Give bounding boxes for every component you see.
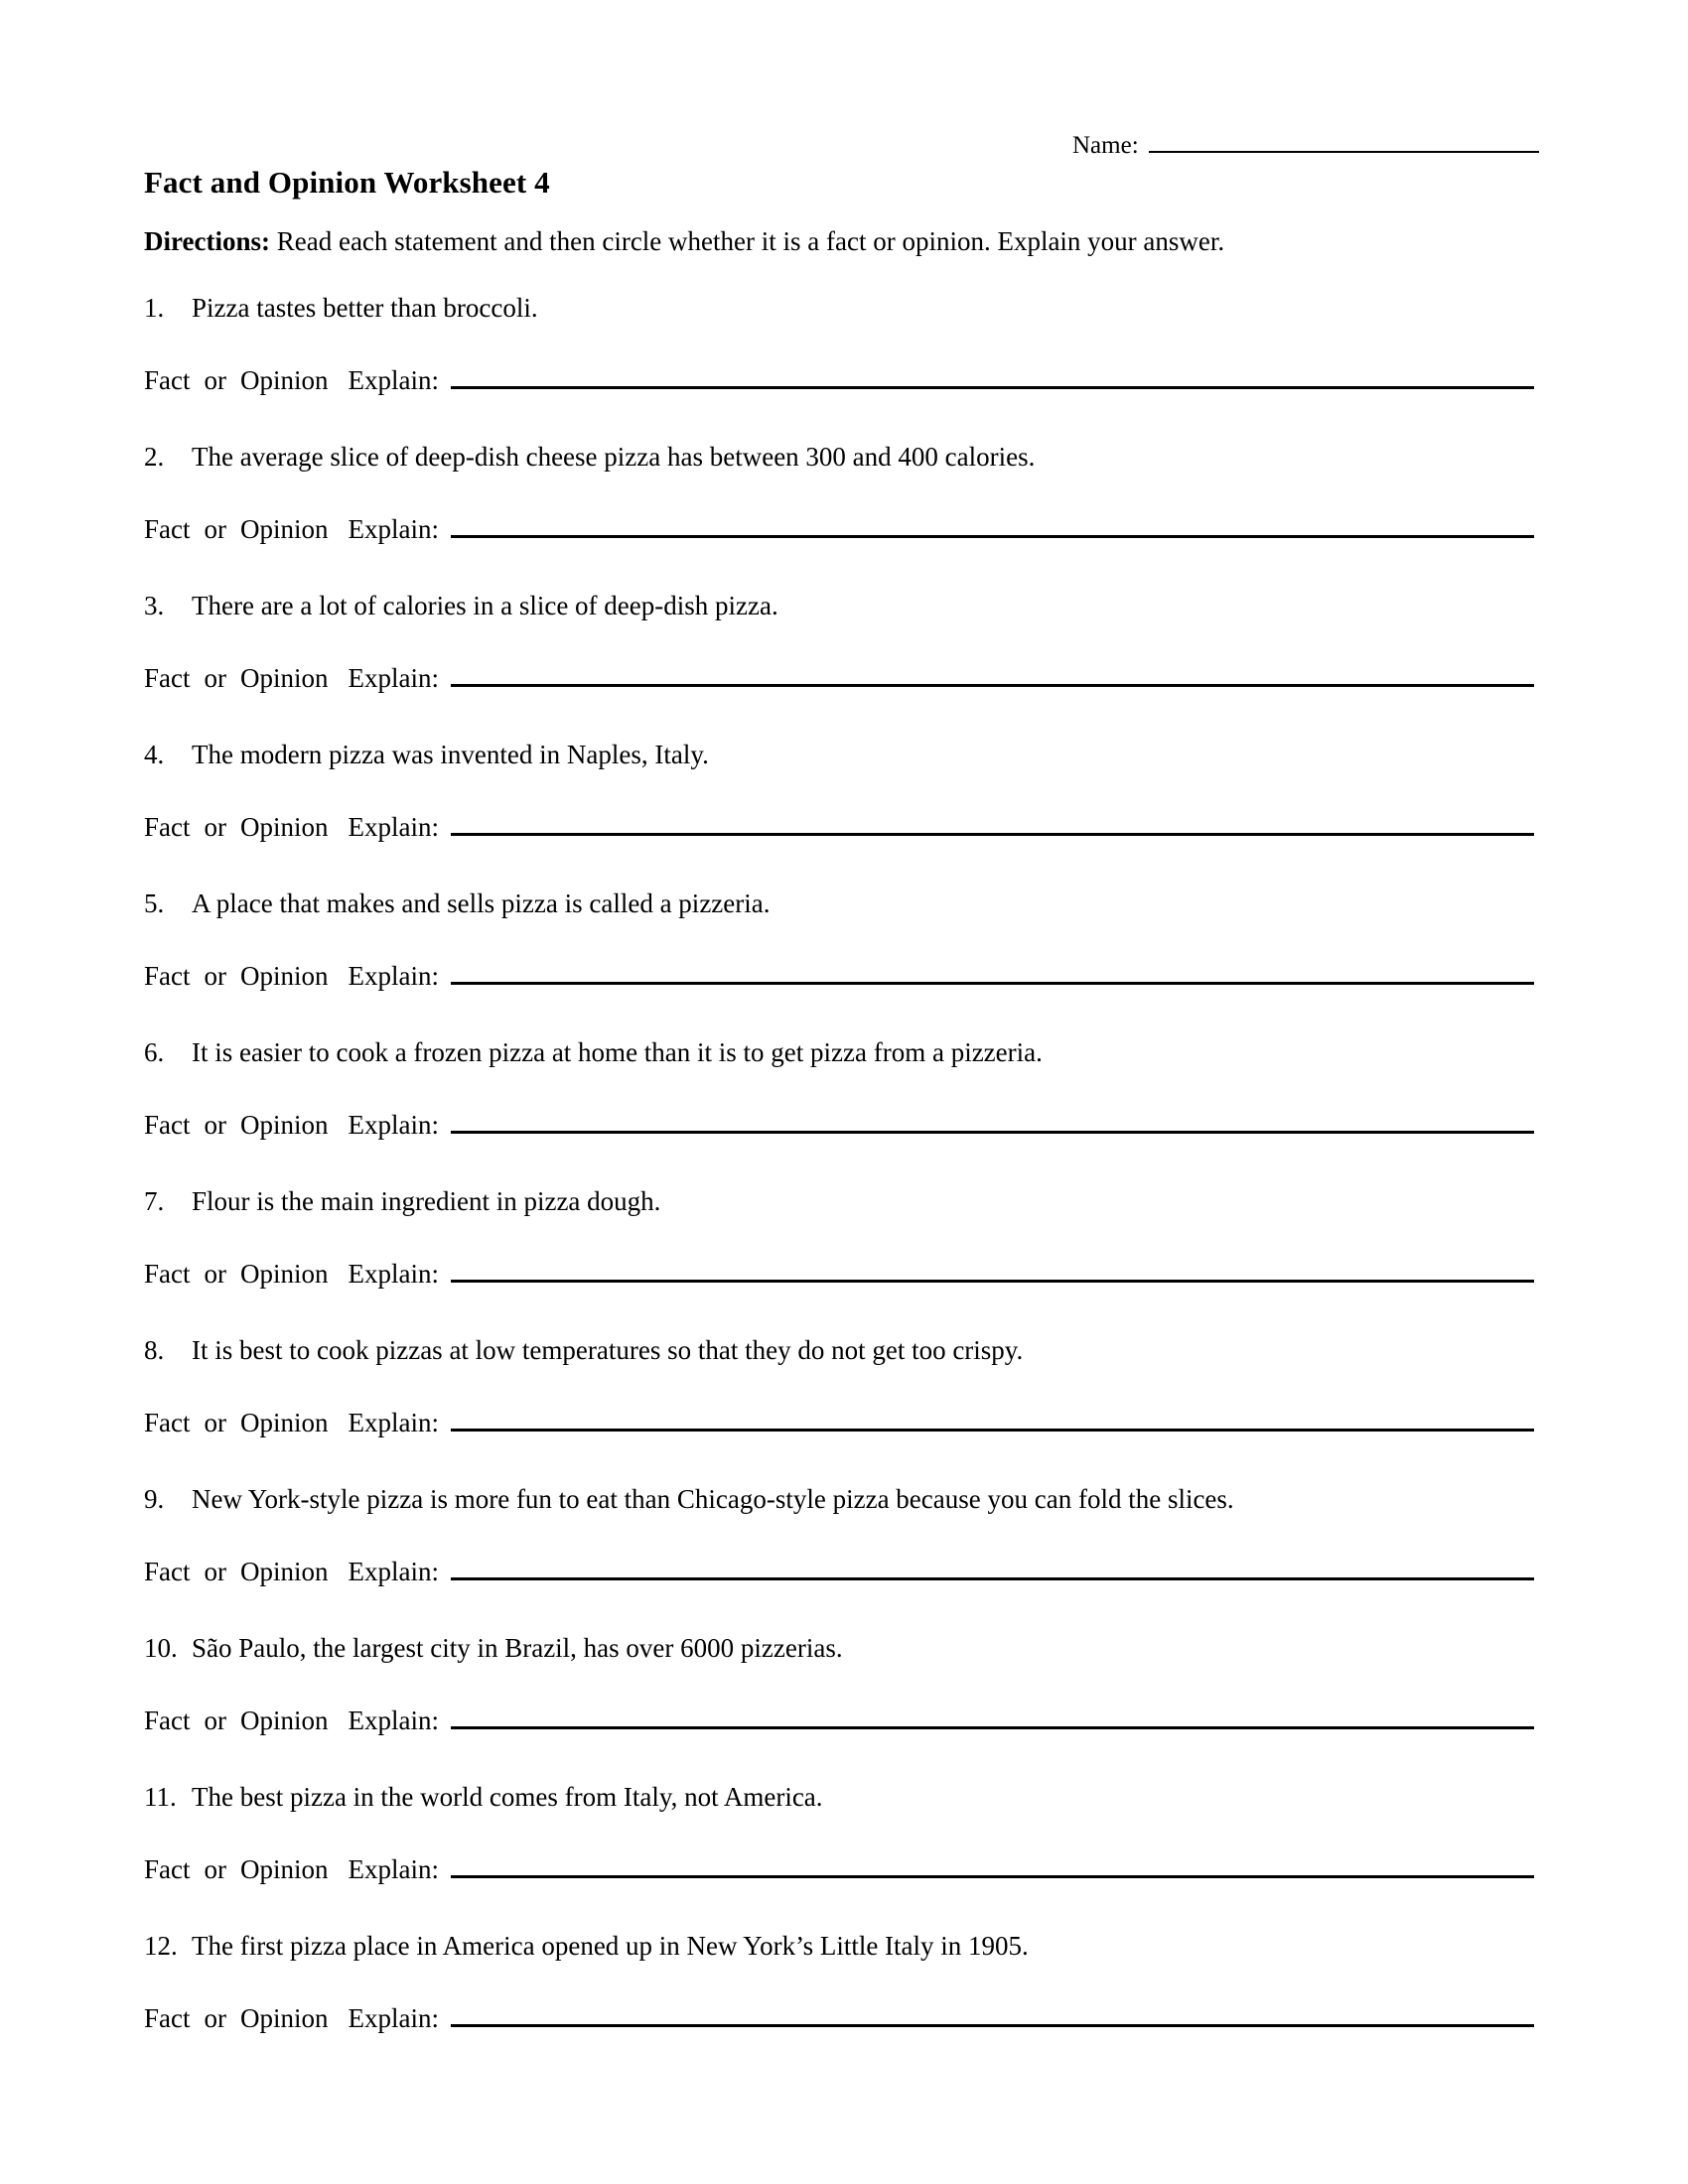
question-number: 8. xyxy=(144,1335,165,1365)
question-text: The first pizza place in America opened up in New York’s Little Italy in 1905. xyxy=(192,1931,1029,1961)
answer-row xyxy=(144,1854,1534,1885)
name-blank-line[interactable] xyxy=(1149,131,1539,153)
fact-option[interactable]: Fact xyxy=(144,1259,191,1289)
question-item xyxy=(144,888,1534,1037)
directions xyxy=(144,226,1224,257)
question-item xyxy=(144,293,1534,442)
or-separator: or xyxy=(204,514,226,544)
question-number: 3. xyxy=(144,591,165,620)
question-statement xyxy=(144,1037,1043,1068)
explain-label: Explain: xyxy=(348,514,439,544)
question-statement xyxy=(144,1782,823,1813)
or-separator: or xyxy=(204,663,226,693)
opinion-option[interactable]: Opinion xyxy=(240,365,329,395)
answer-row xyxy=(144,1110,1534,1141)
or-separator: or xyxy=(204,1706,226,1735)
question-number: 2. xyxy=(144,442,165,472)
explain-label: Explain: xyxy=(348,1259,439,1289)
explain-blank-line[interactable] xyxy=(451,1559,1534,1580)
question-number: 10. xyxy=(144,1633,178,1663)
page-title: Fact and Opinion Worksheet 4 xyxy=(144,165,550,200)
question-number: 4. xyxy=(144,740,165,769)
or-separator: or xyxy=(204,1557,226,1586)
fact-option[interactable]: Fact xyxy=(144,1408,191,1437)
opinion-option[interactable]: Opinion xyxy=(240,663,329,693)
question-text: Pizza tastes better than broccoli. xyxy=(192,293,538,323)
question-number: 9. xyxy=(144,1484,165,1514)
question-text: Flour is the main ingredient in pizza dough. xyxy=(192,1186,661,1216)
question-statement xyxy=(144,1335,1023,1366)
or-separator: or xyxy=(204,2003,226,2033)
question-statement xyxy=(144,888,771,919)
explain-blank-line[interactable] xyxy=(451,814,1534,836)
answer-row xyxy=(144,663,1534,694)
question-text: There are a lot of calories in a slice of deep-dish pizza. xyxy=(192,591,778,620)
question-item xyxy=(144,1633,1534,1782)
question-text: New York-style pizza is more fun to eat than Chicago-style pizza because you can fold the slices. xyxy=(192,1484,1234,1514)
explain-blank-line[interactable] xyxy=(451,963,1534,985)
answer-row xyxy=(144,961,1534,992)
opinion-option[interactable]: Opinion xyxy=(240,1408,329,1437)
question-text: The average slice of deep-dish cheese pizza has between 300 and 400 calories. xyxy=(192,442,1036,472)
question-number: 11. xyxy=(144,1782,177,1812)
question-statement xyxy=(144,442,1035,473)
explain-label: Explain: xyxy=(348,812,439,842)
question-statement xyxy=(144,1484,1234,1515)
question-statement xyxy=(144,1186,660,1217)
explain-blank-line[interactable] xyxy=(451,367,1534,389)
question-statement xyxy=(144,293,538,324)
fact-option[interactable]: Fact xyxy=(144,2003,191,2033)
explain-blank-line[interactable] xyxy=(451,516,1534,538)
question-number: 1. xyxy=(144,293,165,323)
question-text: São Paulo, the largest city in Brazil, has over 6000 pizzerias. xyxy=(192,1633,843,1663)
directions-text: Read each statement and then circle whether it is a fact or opinion. Explain your answer. xyxy=(269,226,1225,256)
or-separator: or xyxy=(204,1408,226,1437)
fact-option[interactable]: Fact xyxy=(144,365,191,395)
fact-option[interactable]: Fact xyxy=(144,1706,191,1735)
explain-label: Explain: xyxy=(348,365,439,395)
fact-option[interactable]: Fact xyxy=(144,1110,191,1140)
question-item xyxy=(144,1931,1534,2080)
question-text: The best pizza in the world comes from Italy, not America. xyxy=(192,1782,823,1812)
question-item xyxy=(144,591,1534,740)
question-number: 6. xyxy=(144,1037,165,1067)
name-label: Name: xyxy=(1072,132,1139,159)
answer-row xyxy=(144,1408,1534,1438)
question-text: It is best to cook pizzas at low temperatures so that they do not get too crispy. xyxy=(192,1335,1024,1365)
explain-blank-line[interactable] xyxy=(451,1261,1534,1283)
explain-label: Explain: xyxy=(348,663,439,693)
question-number: 5. xyxy=(144,888,165,918)
question-list xyxy=(144,293,1534,2080)
fact-option[interactable]: Fact xyxy=(144,1854,191,1884)
explain-label: Explain: xyxy=(348,1110,439,1140)
opinion-option[interactable]: Opinion xyxy=(240,2003,329,2033)
answer-row xyxy=(144,2003,1534,2034)
fact-option[interactable]: Fact xyxy=(144,961,191,991)
question-statement xyxy=(144,591,778,621)
question-statement xyxy=(144,1633,843,1664)
opinion-option[interactable]: Opinion xyxy=(240,961,329,991)
explain-label: Explain: xyxy=(348,1854,439,1884)
question-text: A place that makes and sells pizza is called a pizzeria. xyxy=(192,888,771,918)
question-text: The modern pizza was invented in Naples, Italy. xyxy=(192,740,709,769)
explain-blank-line[interactable] xyxy=(451,665,1534,687)
question-item xyxy=(144,1335,1534,1484)
answer-row xyxy=(144,514,1534,545)
question-item xyxy=(144,740,1534,888)
question-item xyxy=(144,1037,1534,1186)
explain-blank-line[interactable] xyxy=(451,1856,1534,1878)
explain-blank-line[interactable] xyxy=(451,2005,1534,2027)
fact-option[interactable]: Fact xyxy=(144,1557,191,1586)
explain-label: Explain: xyxy=(348,1557,439,1586)
or-separator: or xyxy=(204,365,226,395)
question-number: 7. xyxy=(144,1186,165,1216)
name-field xyxy=(1072,131,1539,158)
explain-label: Explain: xyxy=(348,2003,439,2033)
opinion-option[interactable]: Opinion xyxy=(240,1259,329,1289)
fact-option[interactable]: Fact xyxy=(144,812,191,842)
opinion-option[interactable]: Opinion xyxy=(240,1110,329,1140)
explain-label: Explain: xyxy=(348,1408,439,1437)
or-separator: or xyxy=(204,1259,226,1289)
explain-blank-line[interactable] xyxy=(451,1707,1534,1729)
explain-blank-line[interactable] xyxy=(451,1112,1534,1134)
opinion-option[interactable]: Opinion xyxy=(240,1557,329,1586)
explain-label: Explain: xyxy=(348,1706,439,1735)
explain-label: Explain: xyxy=(348,961,439,991)
opinion-option[interactable]: Opinion xyxy=(240,1706,329,1735)
explain-blank-line[interactable] xyxy=(451,1410,1534,1432)
or-separator: or xyxy=(204,812,226,842)
answer-row xyxy=(144,1706,1534,1736)
or-separator: or xyxy=(204,1854,226,1884)
opinion-option[interactable]: Opinion xyxy=(240,1854,329,1884)
question-item xyxy=(144,442,1534,591)
question-number: 12. xyxy=(144,1931,178,1961)
opinion-option[interactable]: Opinion xyxy=(240,514,329,544)
question-text: It is easier to cook a frozen pizza at home than it is to get pizza from a pizzeria. xyxy=(192,1037,1043,1067)
question-statement xyxy=(144,1931,1029,1962)
or-separator: or xyxy=(204,961,226,991)
question-item xyxy=(144,1484,1534,1633)
question-statement xyxy=(144,740,709,770)
fact-option[interactable]: Fact xyxy=(144,663,191,693)
or-separator: or xyxy=(204,1110,226,1140)
fact-option[interactable]: Fact xyxy=(144,514,191,544)
directions-label: Directions: xyxy=(144,226,270,256)
answer-row xyxy=(144,1557,1534,1587)
answer-row xyxy=(144,1259,1534,1290)
question-item xyxy=(144,1186,1534,1335)
answer-row xyxy=(144,812,1534,843)
question-item xyxy=(144,1782,1534,1931)
opinion-option[interactable]: Opinion xyxy=(240,812,329,842)
answer-row xyxy=(144,365,1534,396)
